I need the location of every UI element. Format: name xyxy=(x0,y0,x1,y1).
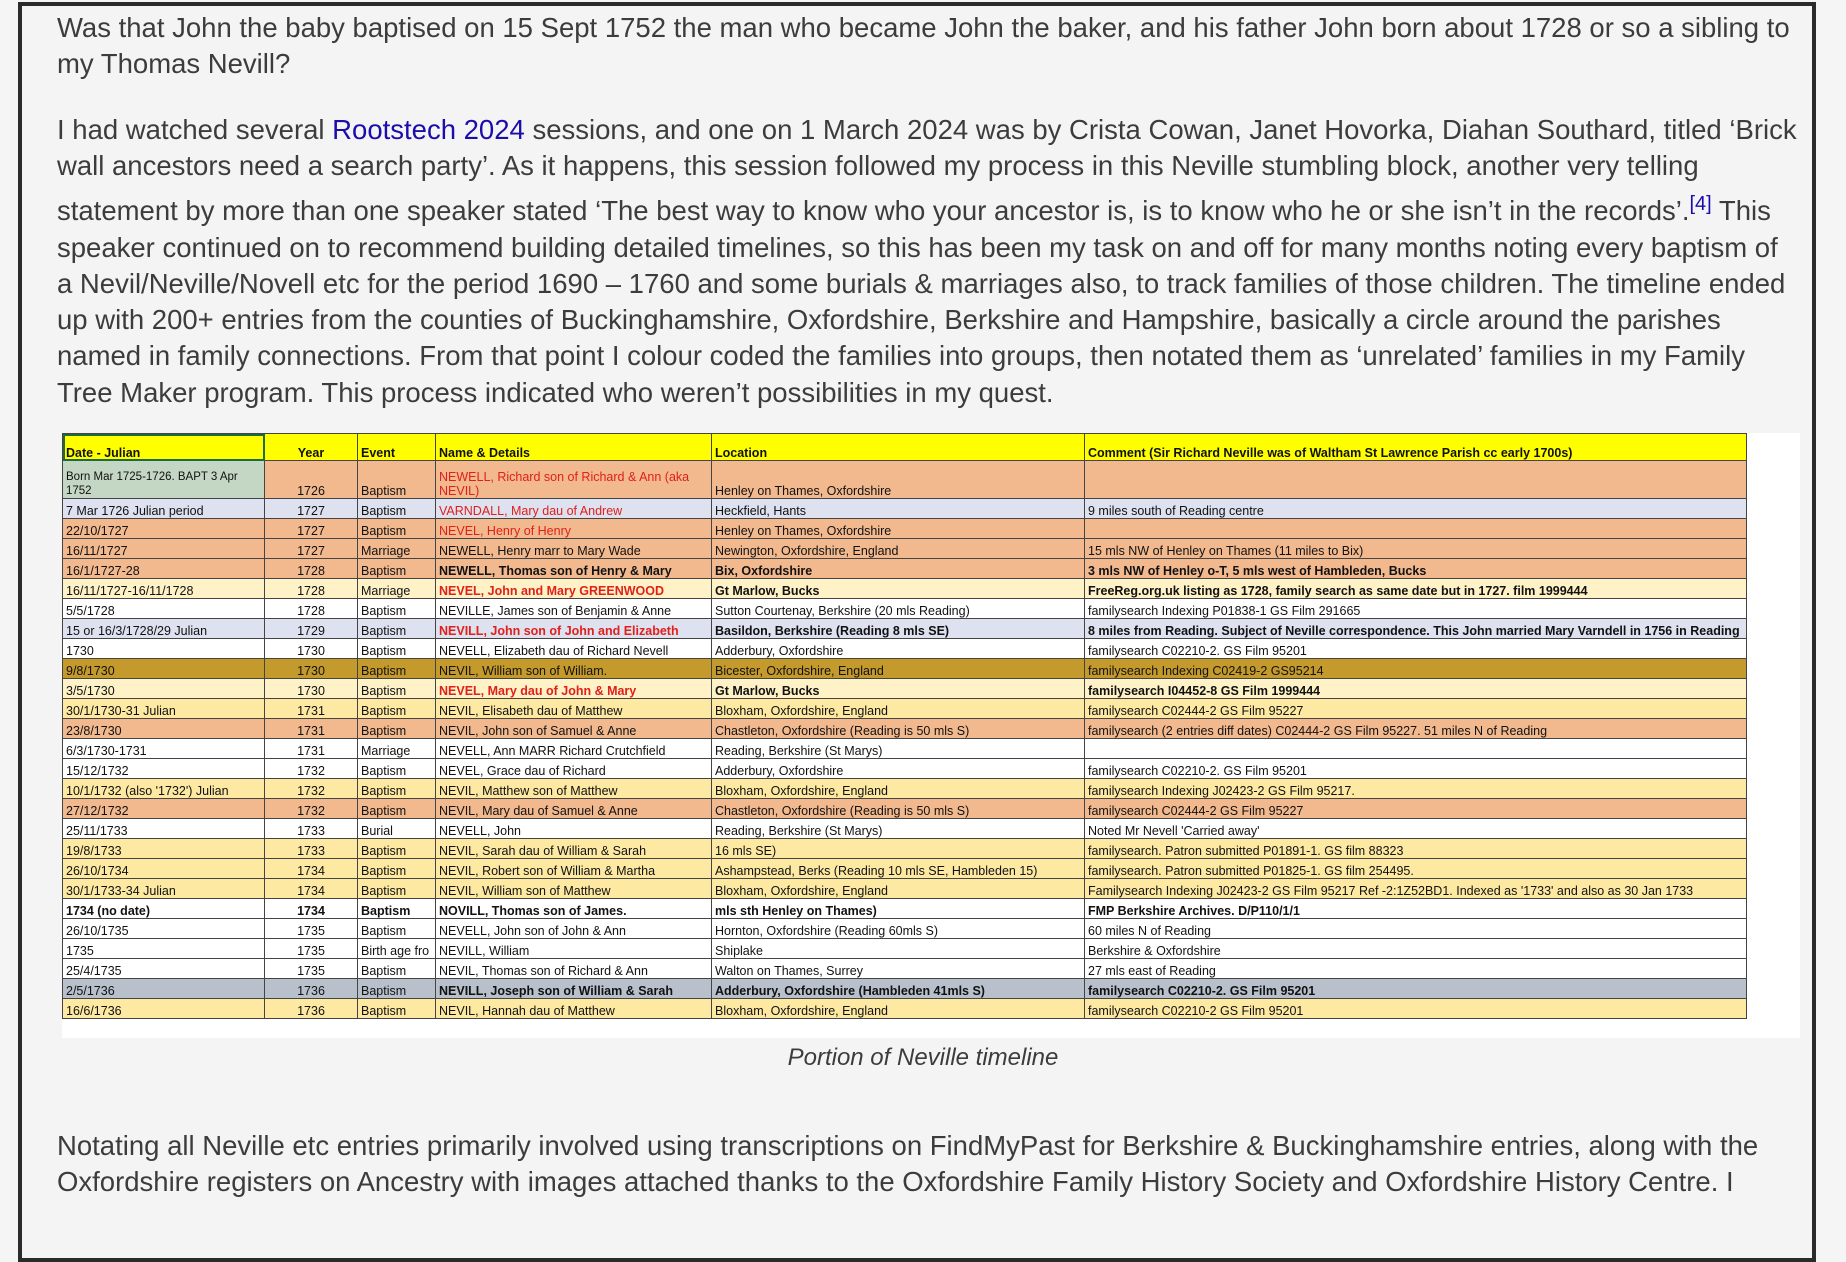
table-cell-event: Baptism xyxy=(358,461,436,499)
table-cell-location: Heckfield, Hants xyxy=(712,499,1085,519)
table-cell-location: Chastleton, Oxfordshire (Reading is 50 mls S) xyxy=(712,799,1085,819)
table-cell-name: NEVIL, William son of William. xyxy=(436,659,712,679)
table-cell-date: 3/5/1730 xyxy=(63,679,265,699)
paragraph-rootstech xyxy=(57,112,1797,411)
table-cell-comment: familysearch C02444-2 GS Film 95227 xyxy=(1085,799,1747,819)
table-cell-location: Gt Marlow, Bucks xyxy=(712,679,1085,699)
header-location: Location xyxy=(712,434,1085,461)
table-cell-year: 1729 xyxy=(265,619,358,639)
table-row xyxy=(63,519,1747,539)
table-cell-location: Shiplake xyxy=(712,939,1085,959)
table-cell-location: Reading, Berkshire (St Marys) xyxy=(712,739,1085,759)
table-row xyxy=(63,919,1747,939)
table-cell-date: 25/11/1733 xyxy=(63,819,265,839)
table-cell-location: Adderbury, Oxfordshire (Hambleden 41mls S) xyxy=(712,979,1085,999)
table-cell-date: 16/11/1727-16/11/1728 xyxy=(63,579,265,599)
table-cell-comment: 9 miles south of Reading centre xyxy=(1085,499,1747,519)
table-cell-event: Baptism xyxy=(358,719,436,739)
header-comment: Comment (Sir Richard Neville was of Waltham St Lawrence Parish cc early 1700s) xyxy=(1085,434,1747,461)
table-row xyxy=(63,999,1747,1019)
table-cell-event: Baptism xyxy=(358,799,436,819)
table-cell-comment xyxy=(1085,739,1747,759)
header-name: Name & Details xyxy=(436,434,712,461)
table-cell-event: Baptism xyxy=(358,619,436,639)
table-cell-name: NEVIL, Robert son of William & Martha xyxy=(436,859,712,879)
table-cell-name: NEVELL, John son of John & Ann xyxy=(436,919,712,939)
table-cell-event: Baptism xyxy=(358,679,436,699)
table-row xyxy=(63,899,1747,919)
table-cell-comment: 27 mls east of Reading xyxy=(1085,959,1747,979)
table-cell-comment: 8 miles from Reading. Subject of Neville correspondence. This John married Mary Varndell in 1756 in Reading xyxy=(1085,619,1747,639)
table-cell-year: 1734 xyxy=(265,859,358,879)
table-row xyxy=(63,559,1747,579)
table-row xyxy=(63,979,1747,999)
table-cell-comment: Noted Mr Nevell 'Carried away' xyxy=(1085,819,1747,839)
table-row xyxy=(63,579,1747,599)
table-cell-date: 1730 xyxy=(63,639,265,659)
table-row xyxy=(63,719,1747,739)
table-cell-location: Bloxham, Oxfordshire, England xyxy=(712,779,1085,799)
table-row xyxy=(63,619,1747,639)
table-cell-year: 1734 xyxy=(265,899,358,919)
table-cell-event: Marriage xyxy=(358,739,436,759)
table-cell-comment: familysearch. Patron submitted P01891-1. GS film 88323 xyxy=(1085,839,1747,859)
timeline-spreadsheet-image xyxy=(62,433,1800,1038)
table-cell-year: 1727 xyxy=(265,539,358,559)
table-cell-comment: 3 mls NW of Henley o-T, 5 mls west of Hambleden, Bucks xyxy=(1085,559,1747,579)
table-row xyxy=(63,799,1747,819)
table-cell-comment: familysearch Indexing P01838-1 GS Film 291665 xyxy=(1085,599,1747,619)
table-row xyxy=(63,539,1747,559)
table-cell-event: Baptism xyxy=(358,899,436,919)
table-cell-comment: FMP Berkshire Archives. D/P110/1/1 xyxy=(1085,899,1747,919)
table-cell-location: Henley on Thames, Oxfordshire xyxy=(712,519,1085,539)
table-cell-comment: familysearch C02210-2. GS Film 95201 xyxy=(1085,639,1747,659)
table-cell-event: Burial xyxy=(358,819,436,839)
table-cell-comment xyxy=(1085,461,1747,499)
table-cell-comment: familysearch C02444-2 GS Film 95227 xyxy=(1085,699,1747,719)
table-cell-date: 22/10/1727 xyxy=(63,519,265,539)
paragraph-text: This speaker continued on to recommend building detailed timelines, so this has been my task on and off for many months noting every baptism of a Nevil/Neville/Novell etc for the period 1690 – 1760 and some burials & marriages also, to track families of those children. The timeline ended up with 200+ entries from the counties of Buckinghamshire, Oxfordshire, Berkshire and Hampshire, basically a circle around the parishes named in family connections. From that point I colour coded the families into groups, then notated them as ‘unrelated’ families in my Family Tree Maker program. This process indicated who weren’t possibilities in my quest. xyxy=(57,195,1786,408)
table-cell-comment xyxy=(1085,519,1747,539)
table-row xyxy=(63,699,1747,719)
table-cell-date: Born Mar 1725-1726. BAPT 3 Apr 1752 xyxy=(63,461,265,499)
table-cell-location: Ashampstead, Berks (Reading 10 mls SE, Hambleden 15) xyxy=(712,859,1085,879)
table-cell-event: Baptism xyxy=(358,839,436,859)
table-row xyxy=(63,739,1747,759)
table-cell-event: Baptism xyxy=(358,519,436,539)
table-cell-year: 1730 xyxy=(265,679,358,699)
table-cell-name: NEVIL, Matthew son of Matthew xyxy=(436,779,712,799)
table-cell-name: NEVELL, John xyxy=(436,819,712,839)
table-cell-year: 1727 xyxy=(265,519,358,539)
table-cell-comment: 15 mls NW of Henley on Thames (11 miles to Bix) xyxy=(1085,539,1747,559)
table-cell-event: Baptism xyxy=(358,639,436,659)
table-row xyxy=(63,461,1747,499)
table-cell-date: 1734 (no date) xyxy=(63,899,265,919)
table-cell-comment: Familysearch Indexing J02423-2 GS Film 95217 Ref -2:1Z52BD1. Indexed as '1733' and also as 30 Jan 1733 xyxy=(1085,879,1747,899)
table-row xyxy=(63,779,1747,799)
table-cell-name: NOVILL, Thomas son of James. xyxy=(436,899,712,919)
table-cell-year: 1736 xyxy=(265,979,358,999)
table-cell-location: Newington, Oxfordshire, England xyxy=(712,539,1085,559)
table-cell-name: NEWELL, Richard son of Richard & Ann (aka NEVIL) xyxy=(436,461,712,499)
table-cell-event: Baptism xyxy=(358,779,436,799)
table-cell-date: 2/5/1736 xyxy=(63,979,265,999)
table-cell-location: Bloxham, Oxfordshire, England xyxy=(712,999,1085,1019)
table-cell-comment: familysearch Indexing J02423-2 GS Film 95217. xyxy=(1085,779,1747,799)
table-row xyxy=(63,639,1747,659)
table-cell-location: Bicester, Oxfordshire, England xyxy=(712,659,1085,679)
table-row xyxy=(63,959,1747,979)
table-row xyxy=(63,939,1747,959)
table-cell-name: NEVIL, William son of Matthew xyxy=(436,879,712,899)
table-cell-location: Bloxham, Oxfordshire, England xyxy=(712,879,1085,899)
table-cell-date: 6/3/1730-1731 xyxy=(63,739,265,759)
table-cell-year: 1735 xyxy=(265,959,358,979)
table-cell-name: NEVIL, Thomas son of Richard & Ann xyxy=(436,959,712,979)
table-cell-location: Henley on Thames, Oxfordshire xyxy=(712,461,1085,499)
table-cell-location: Walton on Thames, Surrey xyxy=(712,959,1085,979)
table-cell-location: Adderbury, Oxfordshire xyxy=(712,759,1085,779)
table-cell-name: NEVIL, Sarah dau of William & Sarah xyxy=(436,839,712,859)
table-cell-event: Birth age fro xyxy=(358,939,436,959)
table-cell-name: NEVILL, Joseph son of William & Sarah xyxy=(436,979,712,999)
table-cell-date: 10/1/1732 (also '1732') Julian xyxy=(63,779,265,799)
table-cell-comment: familysearch C02210-2 GS Film 95201 xyxy=(1085,999,1747,1019)
footnote-link[interactable]: [4] xyxy=(1689,193,1712,216)
table-cell-date: 25/4/1735 xyxy=(63,959,265,979)
table-cell-year: 1735 xyxy=(265,919,358,939)
table-row xyxy=(63,859,1747,879)
header-year: Year xyxy=(265,434,358,461)
table-cell-event: Baptism xyxy=(358,919,436,939)
table-cell-date: 26/10/1735 xyxy=(63,919,265,939)
table-cell-date: 16/1/1727-28 xyxy=(63,559,265,579)
table-cell-name: NEVEL, John and Mary GREENWOOD xyxy=(436,579,712,599)
table-cell-year: 1732 xyxy=(265,759,358,779)
table-cell-name: NEVELL, Elizabeth dau of Richard Nevell xyxy=(436,639,712,659)
table-cell-event: Baptism xyxy=(358,499,436,519)
table-cell-name: NEWELL, Henry marr to Mary Wade xyxy=(436,539,712,559)
table-cell-year: 1731 xyxy=(265,739,358,759)
timeline-body xyxy=(63,434,1747,1019)
table-cell-name: NEVILLE, James son of Benjamin & Anne xyxy=(436,599,712,619)
table-row xyxy=(63,499,1747,519)
table-cell-date: 1735 xyxy=(63,939,265,959)
table-cell-name: NEVIL, Hannah dau of Matthew xyxy=(436,999,712,1019)
table-cell-date: 16/6/1736 xyxy=(63,999,265,1019)
table-row xyxy=(63,879,1747,899)
table-cell-date: 7 Mar 1726 Julian period xyxy=(63,499,265,519)
table-cell-date: 30/1/1730-31 Julian xyxy=(63,699,265,719)
table-cell-location: Hornton, Oxfordshire (Reading 60mls S) xyxy=(712,919,1085,939)
table-cell-event: Baptism xyxy=(358,659,436,679)
table-cell-event: Baptism xyxy=(358,599,436,619)
table-cell-year: 1731 xyxy=(265,699,358,719)
table-cell-year: 1733 xyxy=(265,839,358,859)
table-cell-year: 1730 xyxy=(265,659,358,679)
table-cell-name: NEVIL, John son of Samuel & Anne xyxy=(436,719,712,739)
paragraph-text: sessions, and one on 1 March 2024 was by Crista Cowan, Janet Hovorka, Diahan Southard, titled ‘Brick wall ancestors need a search party’. As it happens, this session followed my process in this Neville stumbling block, another very telling statement by more than one speaker stated ‘The best way to know who your ancestor is, is to know who he or she isn’t in the records’. xyxy=(57,114,1797,227)
table-cell-comment: familysearch (2 entries diff dates) C02444-2 GS Film 95227. 51 miles N of Reading xyxy=(1085,719,1747,739)
table-cell-location: Bloxham, Oxfordshire, England xyxy=(712,699,1085,719)
table-cell-event: Baptism xyxy=(358,879,436,899)
table-cell-location: Basildon, Berkshire (Reading 8 mls SE) xyxy=(712,619,1085,639)
table-cell-date: 23/8/1730 xyxy=(63,719,265,739)
table-row xyxy=(63,679,1747,699)
table-cell-date: 5/5/1728 xyxy=(63,599,265,619)
table-cell-comment: 60 miles N of Reading xyxy=(1085,919,1747,939)
table-cell-name: NEVILL, William xyxy=(436,939,712,959)
table-cell-date: 27/12/1732 xyxy=(63,799,265,819)
table-cell-year: 1727 xyxy=(265,499,358,519)
table-cell-comment: FreeReg.org.uk listing as 1728, family search as same date but in 1727. film 1999444 xyxy=(1085,579,1747,599)
table-cell-date: 15 or 16/3/1728/29 Julian xyxy=(63,619,265,639)
table-cell-name: NEWELL, Thomas son of Henry & Mary xyxy=(436,559,712,579)
table-cell-year: 1731 xyxy=(265,719,358,739)
table-cell-event: Baptism xyxy=(358,759,436,779)
table-cell-location: 16 mls SE) xyxy=(712,839,1085,859)
table-cell-event: Baptism xyxy=(358,559,436,579)
table-cell-year: 1732 xyxy=(265,799,358,819)
table-cell-name: NEVIL, Mary dau of Samuel & Anne xyxy=(436,799,712,819)
table-row xyxy=(63,599,1747,619)
table-cell-event: Baptism xyxy=(358,699,436,719)
table-cell-name: NEVEL, Henry of Henry xyxy=(436,519,712,539)
timeline-table xyxy=(62,433,1747,1019)
figure-caption: Portion of Neville timeline xyxy=(787,1044,1059,1071)
table-cell-event: Marriage xyxy=(358,539,436,559)
table-cell-location: mls sth Henley on Thames) xyxy=(712,899,1085,919)
table-cell-event: Baptism xyxy=(358,959,436,979)
table-cell-name: NEVEL, Mary dau of John & Mary xyxy=(436,679,712,699)
table-cell-year: 1733 xyxy=(265,819,358,839)
table-cell-name: VARNDALL, Mary dau of Andrew xyxy=(436,499,712,519)
table-cell-comment: familysearch C02210-2. GS Film 95201 xyxy=(1085,759,1747,779)
table-cell-event: Baptism xyxy=(358,999,436,1019)
table-cell-year: 1728 xyxy=(265,579,358,599)
table-cell-location: Adderbury, Oxfordshire xyxy=(712,639,1085,659)
rootstech-link[interactable]: Rootstech 2024 xyxy=(332,114,525,145)
table-row xyxy=(63,839,1747,859)
table-cell-location: Reading, Berkshire (St Marys) xyxy=(712,819,1085,839)
table-cell-date: 30/1/1733-34 Julian xyxy=(63,879,265,899)
table-cell-location: Chastleton, Oxfordshire (Reading is 50 mls S) xyxy=(712,719,1085,739)
paragraph-findmypast: Notating all Neville etc entries primarily involved using transcriptions on FindMyPast for Berkshire & Buckinghamshire entries, along with the Oxfordshire registers on Ancestry with images attached thanks to the Oxfordshire Family History Society and Oxfordshire History Centre. I xyxy=(57,1130,1759,1198)
table-cell-event: Baptism xyxy=(358,859,436,879)
table-cell-year: 1728 xyxy=(265,599,358,619)
table-row xyxy=(63,759,1747,779)
table-cell-event: Marriage xyxy=(358,579,436,599)
table-cell-name: NEVELL, Ann MARR Richard Crutchfield xyxy=(436,739,712,759)
table-cell-date: 19/8/1733 xyxy=(63,839,265,859)
table-cell-year: 1736 xyxy=(265,999,358,1019)
table-cell-comment: familysearch. Patron submitted P01825-1. GS film 254495. xyxy=(1085,859,1747,879)
header-date: Date - Julian xyxy=(63,434,265,461)
paragraph-text: I had watched several xyxy=(57,114,333,145)
paragraph-question: Was that John the baby baptised on 15 Sept 1752 the man who became John the baker, and his father John born about 1728 or so a sibling to my Thomas Nevill? xyxy=(57,12,1790,80)
table-cell-year: 1732 xyxy=(265,779,358,799)
table-cell-year: 1726 xyxy=(265,461,358,499)
table-cell-comment: familysearch C02210-2. GS Film 95201 xyxy=(1085,979,1747,999)
table-cell-year: 1734 xyxy=(265,879,358,899)
table-cell-location: Gt Marlow, Bucks xyxy=(712,579,1085,599)
table-cell-location: Bix, Oxfordshire xyxy=(712,559,1085,579)
table-cell-location: Sutton Courtenay, Berkshire (20 mls Reading) xyxy=(712,599,1085,619)
timeline-header-row xyxy=(63,434,1747,461)
table-cell-comment: Berkshire & Oxfordshire xyxy=(1085,939,1747,959)
table-cell-comment: familysearch I04452-8 GS Film 1999444 xyxy=(1085,679,1747,699)
table-cell-date: 16/11/1727 xyxy=(63,539,265,559)
table-cell-date: 9/8/1730 xyxy=(63,659,265,679)
table-cell-comment: familysearch Indexing C02419-2 GS95214 xyxy=(1085,659,1747,679)
table-cell-year: 1735 xyxy=(265,939,358,959)
table-cell-name: NEVEL, Grace dau of Richard xyxy=(436,759,712,779)
table-cell-event: Baptism xyxy=(358,979,436,999)
table-cell-date: 15/12/1732 xyxy=(63,759,265,779)
table-cell-name: NEVILL, John son of John and Elizabeth xyxy=(436,619,712,639)
table-cell-name: NEVIL, Elisabeth dau of Matthew xyxy=(436,699,712,719)
table-row xyxy=(63,819,1747,839)
header-event: Event xyxy=(358,434,436,461)
table-cell-year: 1728 xyxy=(265,559,358,579)
table-cell-date: 26/10/1734 xyxy=(63,859,265,879)
table-row xyxy=(63,659,1747,679)
table-cell-year: 1730 xyxy=(265,639,358,659)
